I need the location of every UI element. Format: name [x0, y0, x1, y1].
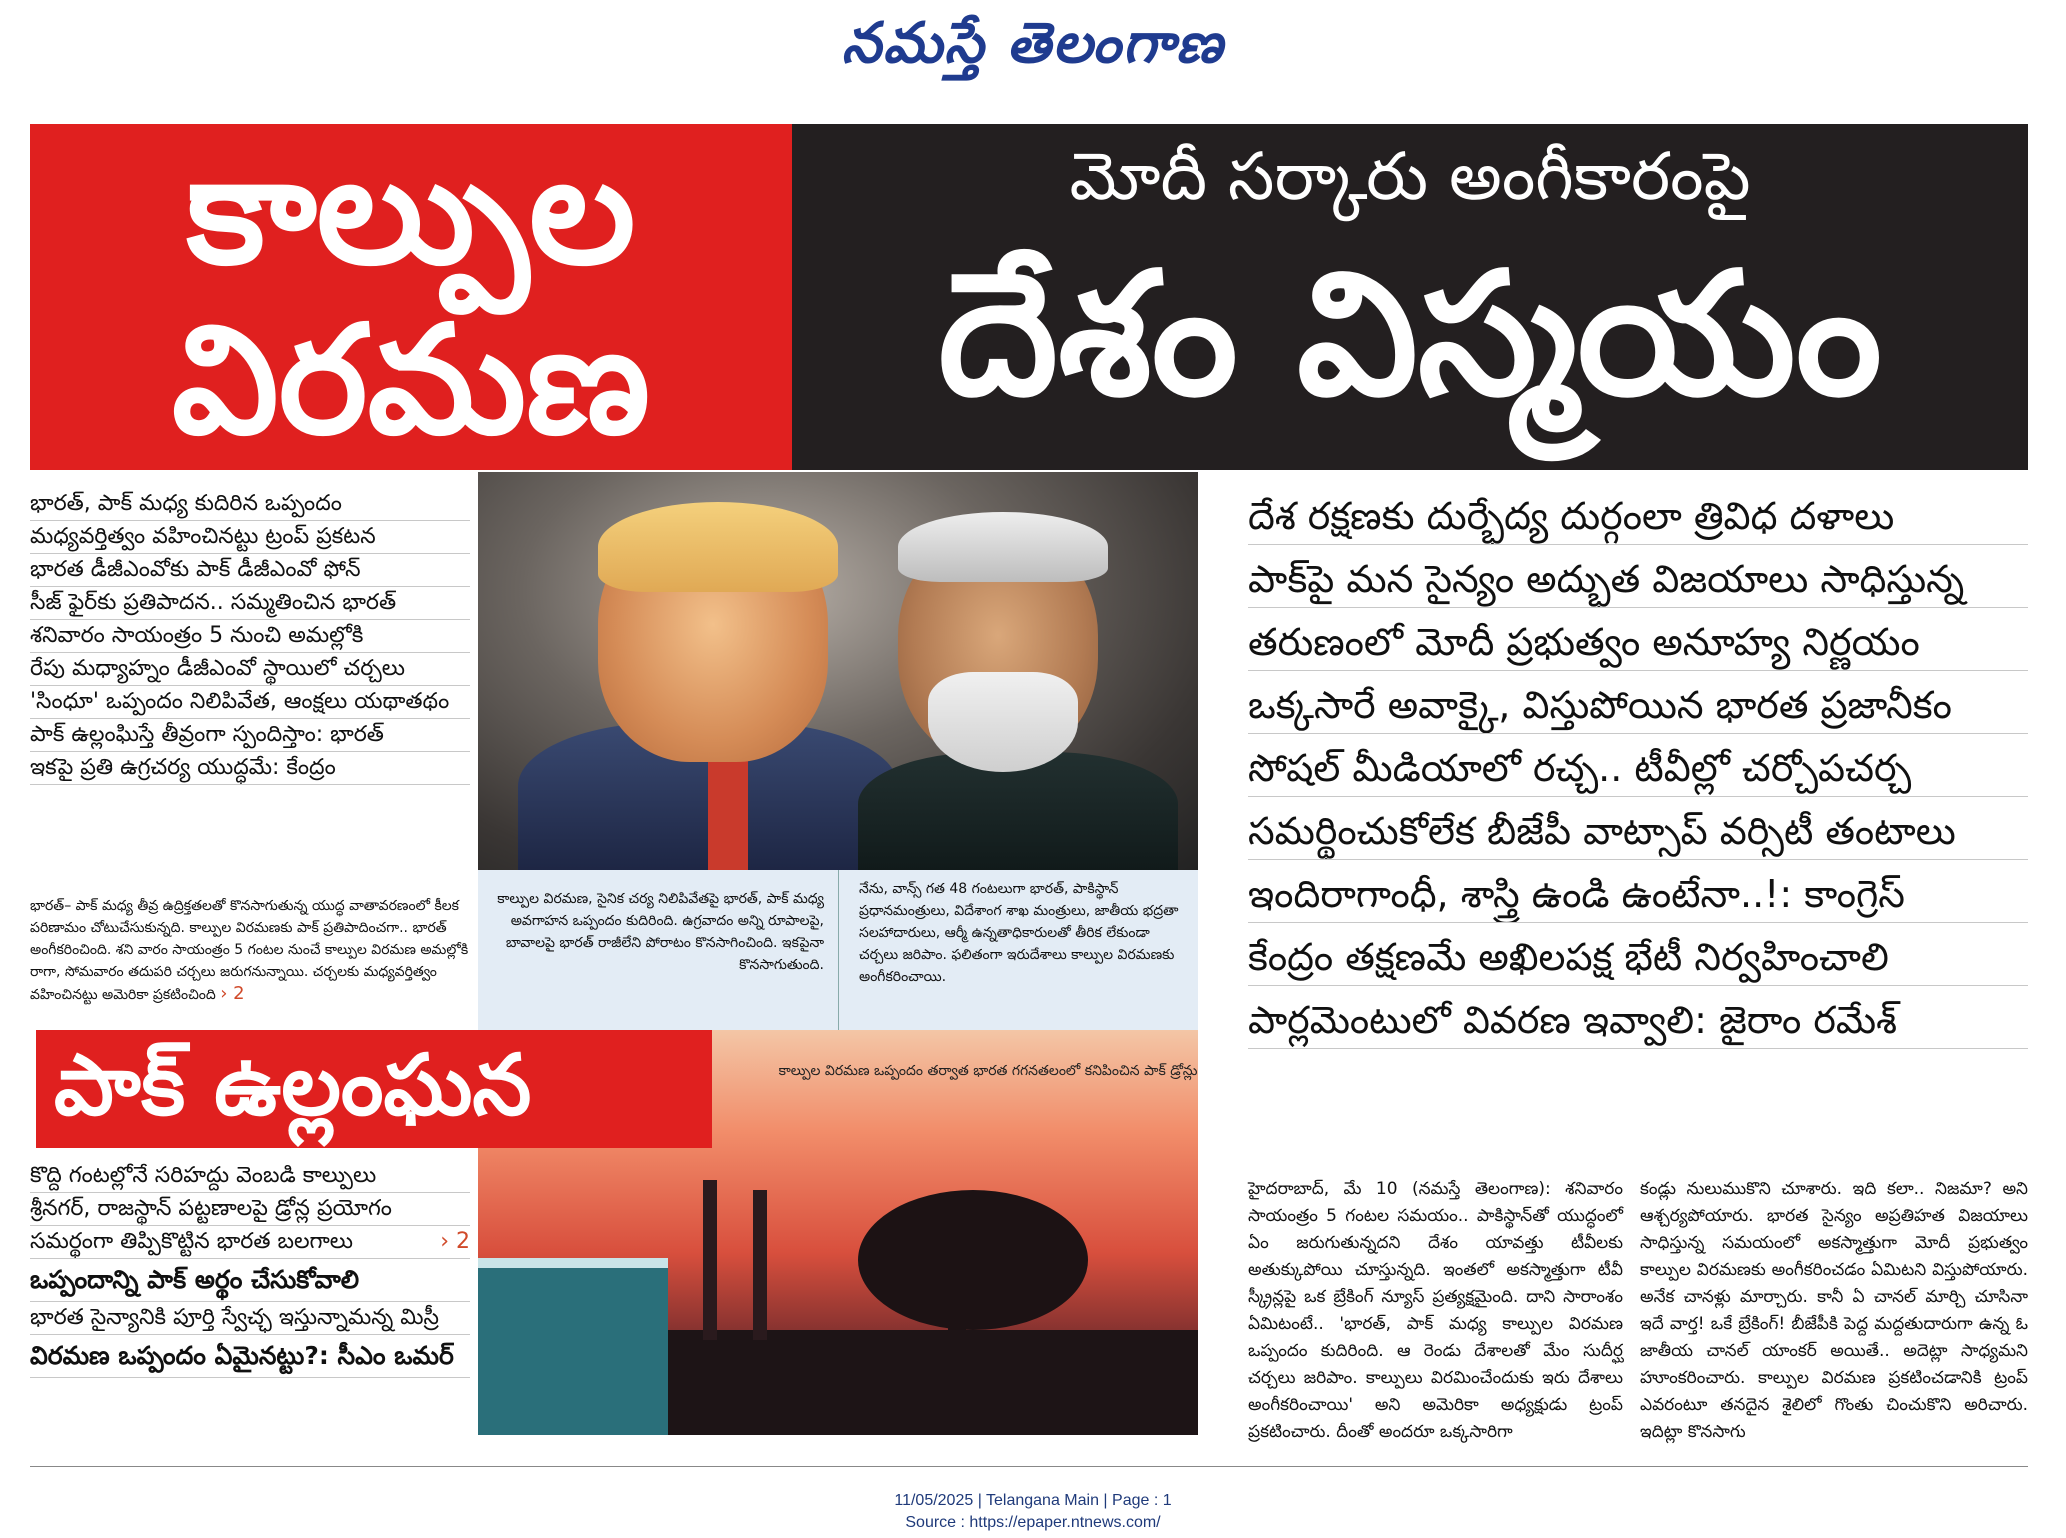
leaders-photo — [478, 472, 1198, 870]
list-item: సీజ్ ఫైర్‌కు ప్రతిపాదన.. సమ్మతించిన భారత్ — [30, 587, 470, 620]
left-bold-headline-2: విరమణ ఒప్పందం ఏమైనట్టు?: సీఎం ఒమర్ — [30, 1335, 470, 1378]
list-item: భారత డీజీఎంవోకు పాక్ డీజీఎంవో ఫోన్ — [30, 554, 470, 587]
masthead-logo: నమస్తే తెలంగాణ — [841, 10, 1225, 76]
drones-photo-caption: కాల్పుల విరమణ ఒప్పందం తర్వాత భారత గగనతలంలో కనిపించిన పాక్ డ్రోన్లు — [778, 1063, 1198, 1079]
list-item: రేపు మధ్యాహ్నం డీజీఎంవో స్థాయిలో చర్చలు — [30, 653, 470, 686]
footer-source-link[interactable]: Source : https://epaper.ntnews.com/ — [905, 1514, 1161, 1531]
photo-figure-hair-left — [598, 502, 838, 592]
right-points-list — [1248, 488, 2028, 1055]
list-item — [30, 1226, 470, 1259]
headline-left-line2: విరమణ — [171, 294, 651, 468]
list-item: శనివారం సాయంత్రం 5 నుంచి అమల్లోకి — [30, 620, 470, 653]
list-item: శ్రీనగర్, రాజస్థాన్ పట్టణాలపై డ్రోన్ల ప్రయోగం — [30, 1193, 470, 1226]
list-item: సోషల్ మీడియాలో రచ్చ.. టీవీల్లో చర్చోపచర్చ — [1248, 740, 2028, 797]
pak-violation-banner — [36, 1030, 712, 1148]
article-body-right: కండ్లు నులుముకొని చూశారు. ఇది కలా.. నిజమా? అని ఆశ్చర్యపోయారు. భారత సైన్యం అప్రతిహత విజయాలు సాధిస్తున్న సమయంలో అకస్మాత్తుగా మోదీ ప్రభుత్వం కాల్పుల విరమణకు అంగీకరించడం ఏమిటని విస్తుపోయారు. అనేక చానళ్లు మార్చారు. కానీ ఏ చానల్ మార్చి చూసినా ఇదే వార్త! ఒకే బ్రేకింగ్! బీజేపీకి పెద్ద మద్దతుదారుగా ఉన్న ఓ జాతీయ చానల్ యాంకర్ అయితే.. అదెట్లా సాధ్యమని హూంకరించారు. కాల్పుల విరమణ ప్రకటించడానికి ట్రంప్ ఎవరంటూ తనదైన శైలిలో గొంతు చించుకొని అరిచారు. ఇదిట్లా కొనసాగు — [1640, 1179, 2028, 1442]
photo-minaret — [753, 1190, 767, 1340]
page-ref-number: 2 — [456, 1229, 470, 1254]
photo-figure-hair-right — [898, 512, 1108, 582]
headline-right-box — [792, 124, 2028, 470]
page-ref: › 2 — [220, 983, 245, 1004]
headline-right-subtitle: మోదీ సర్కారు అంగీకారంపై — [1069, 138, 1751, 215]
list-item: మధ్యవర్తిత్వం వహించినట్టు ట్రంప్ ప్రకటన — [30, 521, 470, 554]
list-item: పార్లమెంటులో వివరణ ఇవ్వాలి: జైరాం రమేశ్ — [1248, 992, 2028, 1049]
headline-left-line1: కాల్పుల — [186, 124, 636, 298]
left-points-list — [30, 488, 470, 785]
photo-caption-right: నేను, వాన్స్ గత 48 గంటలుగా భారత్, పాకిస్థాన్ ప్రధానమంత్రులు, విదేశాంగ శాఖ మంత్రులు, జాతీయ భద్రతా సలహాదారులు, ఆర్మీ ఉన్నతాధికారులతో తీరిక లేకుండా చర్చలు జరిపాం. ఫలితంగా ఇరుదేశాలు కాల్పుల విరమణకు అంగీకరించాయి. — [838, 870, 1198, 1030]
photo-building-roof — [478, 1258, 668, 1268]
headline-right-title: దేశం విస్మయం — [938, 236, 1882, 434]
list-item: ఇందిరాగాంధీ, శాస్త్రి ఉండి ఉంటేనా..!: కాంగ్రెస్ — [1248, 866, 2028, 923]
left-summary-body: భారత్‌– పాక్ మధ్య తీవ్ర ఉద్రిక్తతలతో కొనసాగుతున్న యుద్ధ వాతావరణంలో కీలక పరిణామం చోటుచేసుకున్నది. కాల్పుల విరమణకు పాక్ ప్రతిపాదించగా.. భారత్ అంగీకరించింది. శని వారం సాయంత్రం 5 గంటల నుంచే కాల్పుల విరమణ అమల్లోకి రాగా, సోమవారం తదుపరి చర్చలు జరుగనున్నాయి. చర్చలకు మధ్యవర్తిత్వం వహించినట్టు అమెరికా ప్రకటించింది — [30, 898, 469, 1003]
list-item: కేంద్రం తక్షణమే అఖిలపక్ష భేటీ నిర్వహించాలి — [1248, 929, 2028, 986]
list-item: పాక్‌పై మన సైన్యం అద్భుత విజయాలు సాధిస్తున్న — [1248, 551, 2028, 608]
article-body-left: హైదరాబాద్, మే 10 (నమస్తే తెలంగాణ): శనివారం సాయంత్రం 5 గంటల సమయం.. పాకిస్థాన్‌తో యుద్ధంలో ఏం జరుగుతున్నదని దేశం యావత్తు టీవీలకు అతుక్కుపోయి చూస్తున్నది. ఇంతలో అకస్మాత్తుగా టీవీ స్క్రీన్లపై ఒక బ్రేకింగ్ న్యూస్ ప్రత్యక్షమైంది. దాని సారాంశం ఏమిటంటే.. 'భారత్, పాక్ మధ్య కాల్పుల విరమణ ఒప్పందం కుదిరింది. ఆ రెండు దేశాలతో మేం సుదీర్ఘ చర్చలు జరిపాం. కాల్పులు విరమించేందుకు ఇరు దేశాలు అంగీకరించాయి' అని అమెరికా అధ్యక్షుడు ట్రంప్ ప్రకటించారు. దీంతో అందరూ ఒక్కసారిగా — [1248, 1179, 1623, 1442]
list-item: తరుణంలో మోదీ ప్రభుత్వం అనూహ్య నిర్ణయం — [1248, 614, 2028, 671]
headline-left-box — [30, 124, 792, 470]
page-ref: › 2 — [440, 1229, 470, 1254]
left-bold-headline-1: ఒప్పందాన్ని పాక్ అర్థం చేసుకోవాలి — [30, 1259, 470, 1302]
page-footer — [0, 1490, 2066, 1534]
page-ref-number: 2 — [233, 983, 245, 1004]
list-item-text: సమర్థంగా తిప్పికొట్టిన భారత బలగాలు — [30, 1229, 354, 1254]
list-item: సమర్థించుకోలేక బీజేపీ వాట్సాప్ వర్సిటీ తంటాలు — [1248, 803, 2028, 860]
photo-building — [478, 1260, 668, 1435]
photo-minaret — [703, 1180, 717, 1340]
photo-figure-beard-right — [928, 672, 1078, 772]
list-item: ఇకపై ప్రతి ఉగ్రచర్య యుద్ధమే: కేంద్రం — [30, 752, 470, 785]
list-item: కొద్ది గంటల్లోనే సరిహద్దు వెంబడి కాల్పులు — [30, 1160, 470, 1193]
list-item: దేశ రక్షణకు దుర్భేద్య దుర్గంలా త్రివిధ దళాలు — [1248, 488, 2028, 545]
list-item: భారత సైన్యానికి పూర్తి స్వేచ్ఛ ఇస్తున్నామన్న మిస్రీ — [30, 1302, 470, 1335]
pak-violation-title: పాక్ ఉల్లంఘన — [54, 1036, 532, 1134]
photo-caption-left: కాల్పుల విరమణ, సైనిక చర్య నిలిపివేతపై భారత్, పాక్ మధ్య అవగాహన ఒప్పందం కుదిరింది. ఉగ్రవాదం అన్ని రూపాలపై, బావాలపై భారత్ రాజీలేని పోరాటం కొనసాగించింది. ఇకపైనా కొనసాగుతుంది. — [478, 870, 838, 1030]
list-item: పాక్ ఉల్లంఘిస్తే తీవ్రంగా స్పందిస్తాం: భారత్ — [30, 719, 470, 752]
footer-date-line: 11/05/2025 | Telangana Main | Page : 1 — [894, 1492, 1172, 1509]
list-item: ఒక్కసారే అవాక్కై, విస్తుపోయిన భారత ప్రజానీకం — [1248, 677, 2028, 734]
list-item: 'సింధూ' ఒప్పందం నిలిపివేత, ఆంక్షలు యథాతథం — [30, 686, 470, 719]
footer-divider — [30, 1466, 2028, 1467]
left-summary-text — [30, 895, 470, 1006]
list-item: భారత్, పాక్ మధ్య కుదిరిన ఒప్పందం — [30, 488, 470, 521]
photo-tree-silhouette — [858, 1190, 1088, 1330]
left-points2-list — [30, 1160, 470, 1378]
